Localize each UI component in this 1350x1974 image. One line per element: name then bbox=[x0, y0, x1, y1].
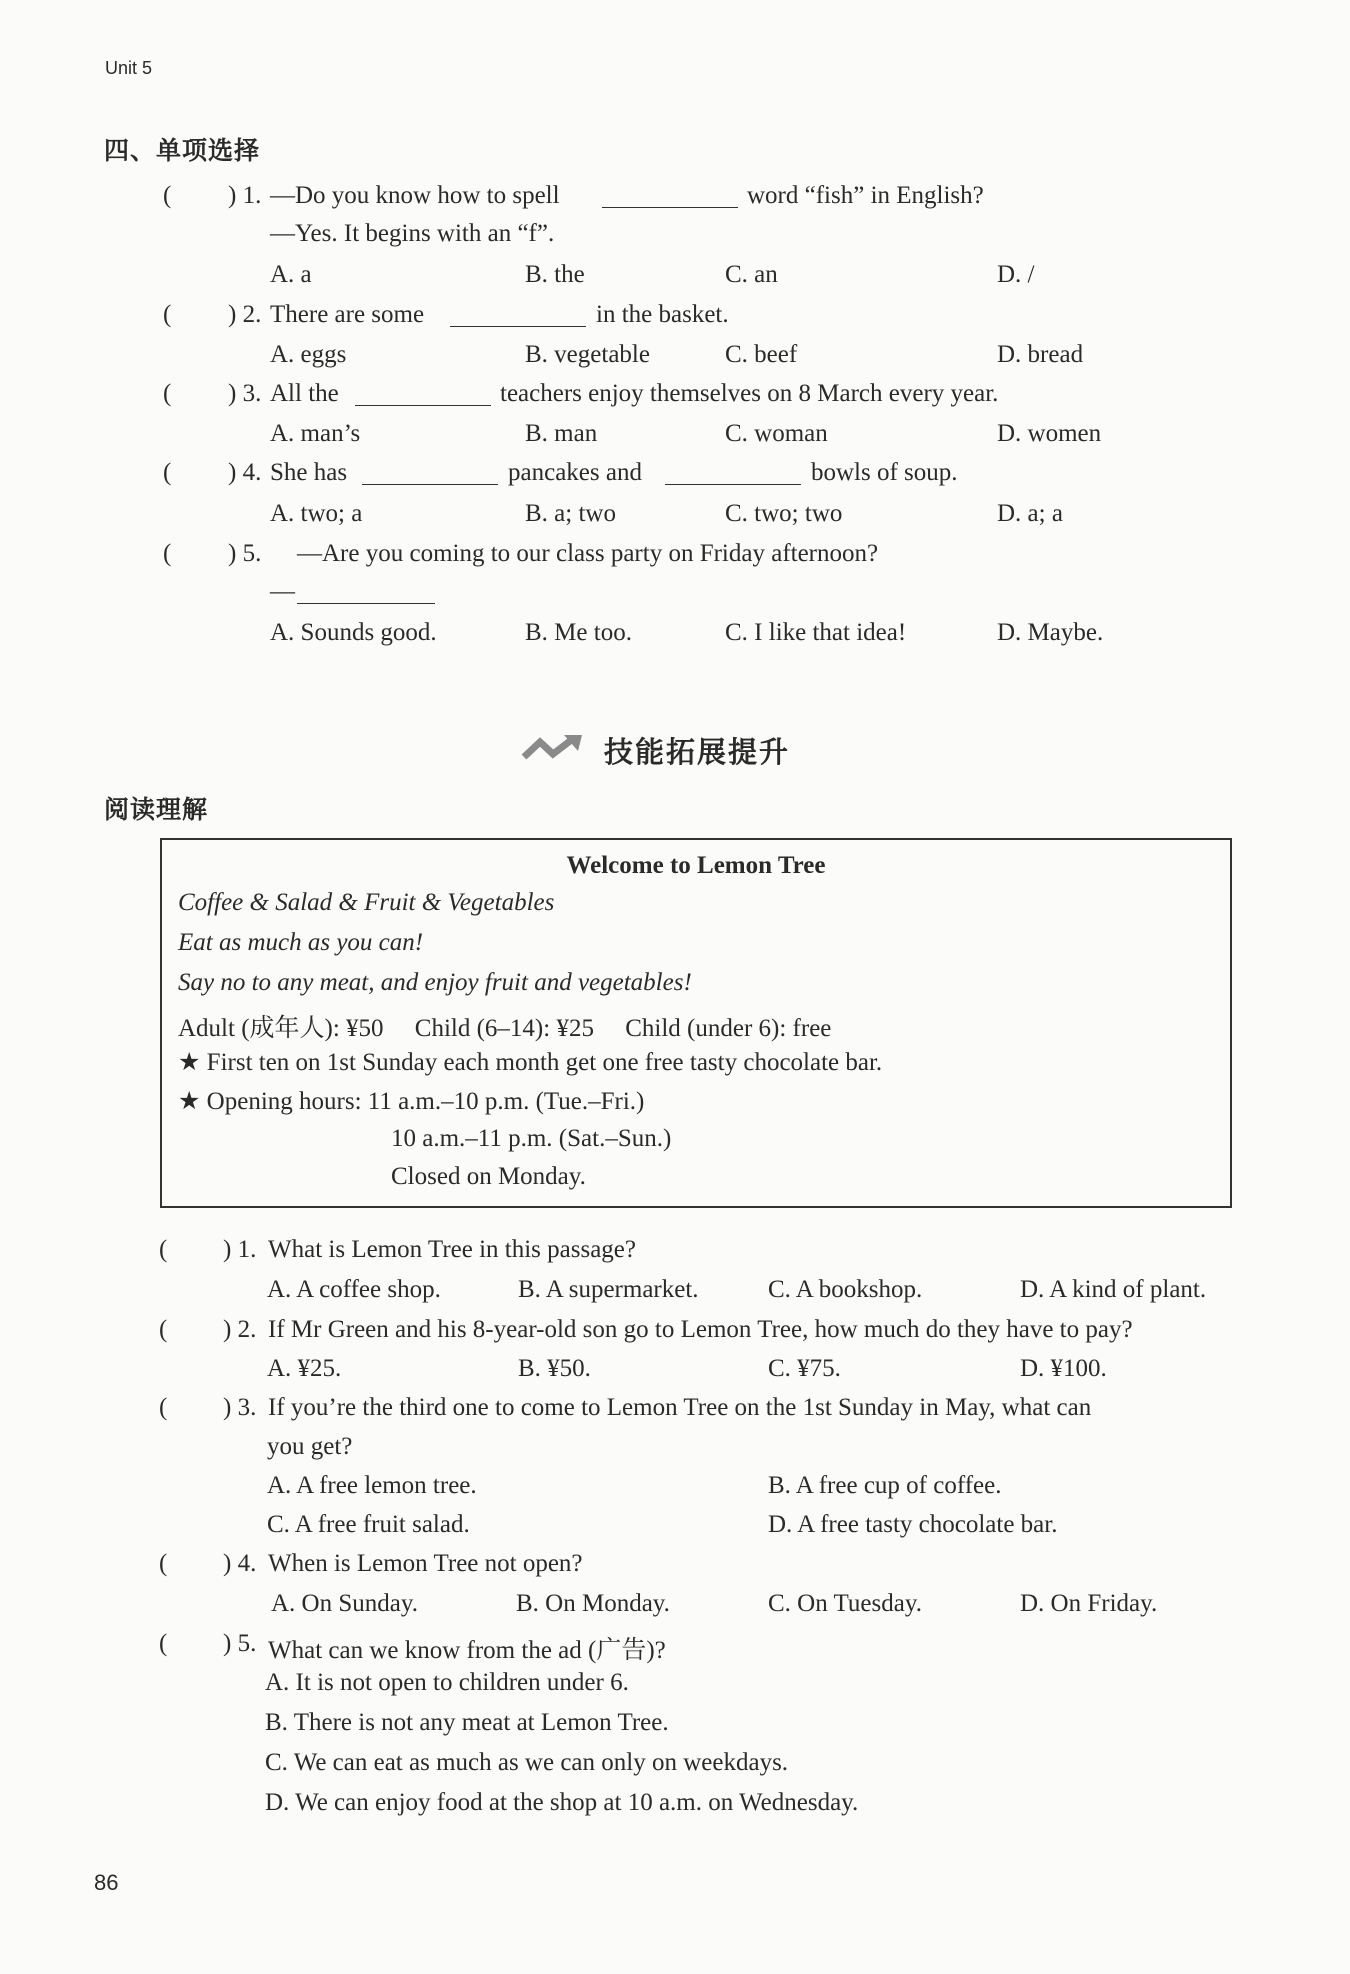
answer-paren[interactable]: ( bbox=[159, 1236, 168, 1263]
option-b[interactable]: B. A free cup of coffee. bbox=[768, 1472, 1002, 1499]
option-d[interactable]: D. Maybe. bbox=[997, 619, 1104, 646]
answer-paren[interactable]: ( bbox=[159, 1550, 168, 1577]
answer-paren[interactable]: ( bbox=[159, 1630, 168, 1657]
answer-paren[interactable]: ( bbox=[159, 1394, 168, 1421]
answer-blank[interactable] bbox=[665, 484, 801, 485]
option-a[interactable]: A. eggs bbox=[270, 341, 347, 368]
option-c[interactable]: C. I like that idea! bbox=[725, 619, 907, 646]
page-number: 86 bbox=[94, 1870, 119, 1895]
trend-up-icon bbox=[520, 733, 586, 768]
question-stem: What is Lemon Tree in this passage? bbox=[268, 1236, 636, 1263]
option-c[interactable]: C. A free fruit salad. bbox=[267, 1511, 470, 1538]
question-stem-line2: —Yes. It begins with an “f”. bbox=[270, 220, 555, 247]
question-stem: If you’re the third one to come to Lemon Tree on the 1st Sunday in May, what can bbox=[268, 1394, 1092, 1421]
ad-prices: Adult (成年人): ¥50 Child (6–14): ¥25 Child (under 6): free bbox=[178, 1015, 832, 1042]
option-d[interactable]: D. a; a bbox=[997, 500, 1063, 527]
question-number: ) 5. bbox=[228, 540, 262, 567]
question-stem: If Mr Green and his 8-year-old son go to Lemon Tree, how much do they have to pay? bbox=[268, 1316, 1133, 1343]
option-d[interactable]: D. A kind of plant. bbox=[1020, 1276, 1207, 1303]
option-a[interactable]: A. ¥25. bbox=[267, 1355, 342, 1382]
option-a[interactable]: A. two; a bbox=[270, 500, 363, 527]
answer-paren[interactable]: ( bbox=[159, 1316, 168, 1343]
question-number: ) 5. bbox=[223, 1630, 257, 1657]
question-stem-line2: you get? bbox=[267, 1433, 353, 1460]
answer-paren[interactable]: ( bbox=[163, 301, 172, 328]
question-stem: What can we know from the ad (广告)? bbox=[268, 1637, 666, 1664]
question-number: ) 1. bbox=[223, 1236, 257, 1263]
option-c[interactable]: C. We can eat as much as we can only on weekdays. bbox=[265, 1749, 789, 1776]
answer-paren[interactable]: ( bbox=[163, 459, 172, 486]
question-number: ) 3. bbox=[223, 1394, 257, 1421]
answer-blank[interactable] bbox=[362, 484, 498, 485]
answer-blank[interactable] bbox=[602, 207, 738, 208]
option-d[interactable]: D. On Friday. bbox=[1020, 1590, 1158, 1617]
question-number: ) 1. bbox=[228, 182, 262, 209]
option-b[interactable]: B. vegetable bbox=[525, 341, 650, 368]
option-a[interactable]: A. man’s bbox=[270, 420, 361, 447]
option-b[interactable]: B. On Monday. bbox=[516, 1590, 670, 1617]
section-heading: 四、单项选择 bbox=[104, 137, 261, 165]
question-number: ) 4. bbox=[228, 459, 262, 486]
ad-star-item: ★ Opening hours: 11 a.m.–10 p.m. (Tue.–Fri.) bbox=[178, 1088, 645, 1115]
question-stem: teachers enjoy themselves on 8 March every year. bbox=[500, 380, 999, 407]
ad-line: Coffee & Salad & Fruit & Vegetables bbox=[178, 889, 555, 916]
answer-blank[interactable] bbox=[450, 326, 586, 327]
option-c[interactable]: C. beef bbox=[725, 341, 798, 368]
option-c[interactable]: C. two; two bbox=[725, 500, 843, 527]
banner-title: 技能拓展提升 bbox=[604, 737, 791, 769]
answer-blank[interactable] bbox=[355, 405, 491, 406]
answer-dash: — bbox=[270, 578, 295, 605]
option-d[interactable]: D. women bbox=[997, 420, 1102, 447]
question-number: ) 2. bbox=[223, 1316, 257, 1343]
question-stem: —Are you coming to our class party on Friday afternoon? bbox=[297, 540, 879, 567]
option-d[interactable]: D. bread bbox=[997, 341, 1084, 368]
option-a[interactable]: A. It is not open to children under 6. bbox=[265, 1669, 629, 1696]
question-stem: pancakes and bbox=[508, 459, 642, 486]
question-stem: —Do you know how to spell bbox=[270, 182, 560, 209]
section-heading: 阅读理解 bbox=[104, 796, 209, 824]
answer-blank[interactable] bbox=[297, 603, 435, 604]
ad-line: Say no to any meat, and enjoy fruit and vegetables! bbox=[178, 969, 692, 996]
ad-closed: Closed on Monday. bbox=[391, 1163, 586, 1190]
advertisement-box bbox=[160, 838, 1232, 1208]
option-c[interactable]: C. woman bbox=[725, 420, 828, 447]
question-stem: When is Lemon Tree not open? bbox=[268, 1550, 583, 1577]
option-c[interactable]: C. On Tuesday. bbox=[768, 1590, 922, 1617]
option-c[interactable]: C. ¥75. bbox=[768, 1355, 841, 1382]
option-b[interactable]: B. man bbox=[525, 420, 598, 447]
answer-paren[interactable]: ( bbox=[163, 182, 172, 209]
unit-label: Unit 5 bbox=[105, 58, 153, 78]
option-a[interactable]: A. Sounds good. bbox=[270, 619, 437, 646]
ad-line: Eat as much as you can! bbox=[178, 929, 424, 956]
option-d[interactable]: D. ¥100. bbox=[1020, 1355, 1107, 1382]
skill-banner bbox=[520, 730, 790, 771]
question-number: ) 2. bbox=[228, 301, 262, 328]
question-stem: All the bbox=[270, 380, 339, 407]
ad-title: Welcome to Lemon Tree bbox=[566, 852, 826, 879]
option-a[interactable]: A. On Sunday. bbox=[271, 1590, 418, 1617]
option-b[interactable]: B. the bbox=[525, 261, 585, 288]
ad-star-item: ★ First ten on 1st Sunday each month get one free tasty chocolate bar. bbox=[178, 1049, 883, 1076]
option-a[interactable]: A. A coffee shop. bbox=[267, 1276, 441, 1303]
question-stem: in the basket. bbox=[596, 301, 729, 328]
option-a[interactable]: A. a bbox=[270, 261, 312, 288]
question-stem: word “fish” in English? bbox=[747, 182, 984, 209]
option-b[interactable]: B. There is not any meat at Lemon Tree. bbox=[265, 1709, 669, 1736]
question-stem: She has bbox=[270, 459, 348, 486]
option-b[interactable]: B. Me too. bbox=[525, 619, 632, 646]
ad-hours: 10 a.m.–11 p.m. (Sat.–Sun.) bbox=[391, 1125, 672, 1152]
option-c[interactable]: C. A bookshop. bbox=[768, 1276, 923, 1303]
option-d[interactable]: D. A free tasty chocolate bar. bbox=[768, 1511, 1058, 1538]
option-d[interactable]: D. / bbox=[997, 261, 1035, 288]
question-stem: bowls of soup. bbox=[811, 459, 958, 486]
option-a[interactable]: A. A free lemon tree. bbox=[267, 1472, 477, 1499]
answer-paren[interactable]: ( bbox=[163, 380, 172, 407]
question-number: ) 3. bbox=[228, 380, 262, 407]
question-number: ) 4. bbox=[223, 1550, 257, 1577]
option-d[interactable]: D. We can enjoy food at the shop at 10 a.m. on Wednesday. bbox=[265, 1789, 859, 1816]
question-stem: There are some bbox=[270, 301, 425, 328]
option-b[interactable]: B. ¥50. bbox=[518, 1355, 591, 1382]
answer-paren[interactable]: ( bbox=[163, 540, 172, 567]
option-b[interactable]: B. A supermarket. bbox=[518, 1276, 699, 1303]
option-b[interactable]: B. a; two bbox=[525, 500, 616, 527]
option-c[interactable]: C. an bbox=[725, 261, 778, 288]
